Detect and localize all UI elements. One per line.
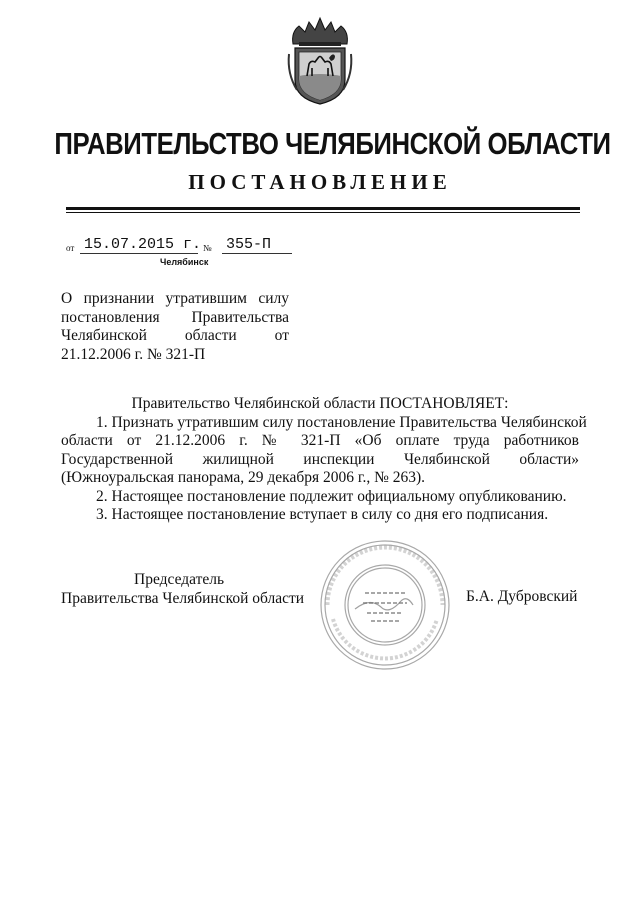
clause-2: 2. Настоящее постановление подлежит официальному опубликованию. <box>96 487 567 505</box>
number-prefix: № <box>203 243 212 253</box>
signatory-name: Б.А. Дубровский <box>466 588 578 605</box>
clause-1-line: области от 21.12.2006 г. № 321-П «Об оплате труда работников <box>61 432 579 449</box>
resolution-lead: Правительство Челябинской области ПОСТАНОВЛЯЕТ: <box>131 395 509 412</box>
subject-line: 21.12.2006 г. № 321-П <box>61 345 206 363</box>
date-prefix: от <box>66 243 75 253</box>
issue-city: Челябинск <box>160 257 209 267</box>
document-number: 355-П <box>226 236 272 253</box>
coat-of-arms-emblem <box>285 14 355 106</box>
date-underline <box>80 253 198 254</box>
document-body <box>61 395 587 525</box>
document-type-heading: ПОСТАНОВЛЕНИЕ <box>188 170 452 194</box>
official-seal-stamp <box>315 535 455 675</box>
subject-line: постановления Правительства <box>61 308 289 326</box>
clause-3: 3. Настоящее постановление вступает в силу со дня его подписания. <box>96 506 549 523</box>
document-date: 15.07.2015 г. <box>84 236 202 253</box>
header-rule-thin <box>66 212 580 213</box>
number-underline <box>222 253 292 254</box>
header-rule-thick <box>66 207 580 210</box>
signatory-title <box>61 571 304 608</box>
subject-line: О признании утратившим силу <box>61 290 289 307</box>
clause-1-line: Государственной жилищной инспекции Челябинской области» <box>61 450 579 468</box>
subject-line: Челябинской области от <box>61 327 289 344</box>
government-title: ПРАВИТЕЛЬСТВО ЧЕЛЯБИНСКОЙ ОБЛАСТИ <box>54 126 611 161</box>
signatory-title-line2: Правительства Челябинской области <box>61 589 305 607</box>
clause-1-line: 1. Признать утратившим силу постановление Правительства Челябинской <box>96 413 587 431</box>
clause-1-line: (Южноуральская панорама, 29 декабря 2006 г., № 263). <box>61 469 426 486</box>
document-subject <box>61 290 289 364</box>
signatory-title-line1: Председатель <box>134 571 225 588</box>
